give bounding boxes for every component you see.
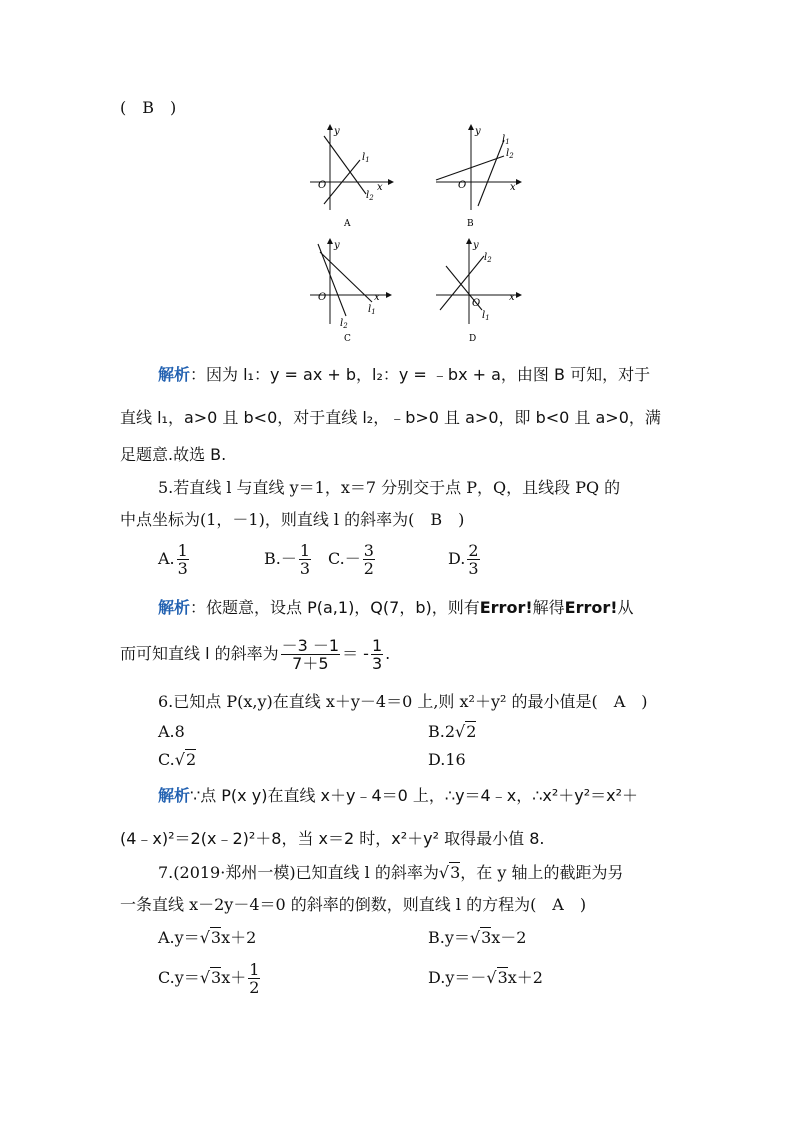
l2-label: $l_2$: [484, 252, 492, 264]
x-label: x: [374, 292, 380, 303]
y-label: y: [475, 126, 481, 137]
l2-label: $l_2$: [340, 318, 348, 330]
q6-option-a: A.8: [158, 722, 185, 741]
q6-analysis-line1: 解析∵点 P(x y)在直线 x＋y﹣4＝0 上，∴y＝4﹣x，∴x²＋y²＝x²＋: [158, 786, 639, 805]
q5-option-d: D. $\frac{2}{3}$: [448, 541, 479, 578]
l1-label: $l_1$: [362, 152, 370, 164]
q4-analysis-line1: 解析：因为 l₁：y = ax + b，l₂：y = ﹣bx + a，由图 B 可知，对于: [158, 365, 651, 384]
q7-stem-line1: 7.(2019·郑州一模)已知直线 l 的斜率为√3，在 y 轴上的截距为另: [158, 863, 624, 882]
q6-option-b: B.2√2: [428, 722, 477, 741]
l1-label: $l_1$: [482, 310, 490, 322]
graph-c: [300, 236, 400, 346]
q5-analysis-line1: 解析：依题意，设点 P(a,1)，Q(7，b)，则有Error!解得Error!从: [158, 598, 634, 617]
q6-option-c: C.√2: [158, 750, 197, 769]
l1-label: $l_1$: [368, 304, 376, 316]
y-label: y: [473, 240, 479, 251]
origin-label: O: [318, 292, 327, 303]
q5-option-b: B.－ $\frac{1}{3}$: [264, 541, 311, 578]
graph-caption: B: [467, 219, 474, 229]
graph-caption: A: [344, 219, 351, 229]
origin-label: O: [318, 180, 327, 191]
q5-analysis-line2: 而可知直线 l 的斜率为 $\frac{-3 -1}{7+5}$ ＝ - $\frac{1}{3}$ .: [120, 636, 391, 673]
graph-d: [432, 236, 532, 346]
y-label: y: [334, 240, 340, 251]
q6-option-d: D.16: [428, 750, 466, 769]
graph-caption: D: [469, 334, 477, 344]
q5-option-c: C.－ $\frac{3}{2}$: [328, 541, 374, 578]
graph-a: [300, 122, 400, 232]
q5-option-a: A. $\frac{1}{3}$: [158, 541, 188, 578]
graph-caption: C: [344, 334, 351, 344]
origin-label: O: [458, 180, 467, 191]
question4-answer: ( B ): [120, 98, 177, 117]
q7-option-c: C.y＝√3x＋ $\frac{1}{2}$: [158, 960, 260, 997]
q7-stem-line2: 一条直线 x－2y－4＝0 的斜率的倒数，则直线 l 的方程为( A ): [120, 895, 587, 914]
analysis-label: 解析: [158, 365, 191, 384]
line-l1: [478, 140, 504, 206]
l2-label: $l_2$: [366, 190, 374, 202]
y-label: y: [334, 126, 340, 137]
q7-option-a: A.y＝√3x＋2: [158, 928, 257, 947]
q6-analysis-line2: (4﹣x)²＝2(x﹣2)²＋8，当 x＝2 时，x²＋y² 取得最小值 8.: [120, 829, 545, 848]
q5-stem-line2: 中点坐标为(1，－1)，则直线 l 的斜率为( B ): [120, 510, 465, 529]
x-label: x: [377, 182, 383, 193]
l1-label: $l_1$: [502, 134, 510, 146]
l2-label: $l_2$: [506, 148, 514, 160]
line-l2: [436, 156, 504, 180]
q4-analysis-line3: 足题意.故选 B.: [120, 445, 227, 464]
x-label: x: [509, 292, 515, 303]
origin-label: O: [472, 298, 481, 309]
graph-b: [432, 122, 532, 232]
q5-stem-line1: 5.若直线 l 与直线 y＝1，x＝7 分别交于点 P，Q，且线段 PQ 的: [158, 478, 621, 497]
q7-option-d: D.y＝－√3x＋2: [428, 968, 543, 987]
x-label: x: [510, 182, 516, 193]
q6-stem: 6.已知点 P(x,y)在直线 x＋y－4＝0 上,则 x²＋y² 的最小值是( A ): [158, 692, 648, 711]
q7-option-b: B.y＝√3x－2: [428, 928, 527, 947]
q4-analysis-line2: 直线 l₁，a>0 且 b<0，对于直线 l₂，﹣b>0 且 a>0，即 b<0 且 a>0，满: [120, 408, 661, 427]
